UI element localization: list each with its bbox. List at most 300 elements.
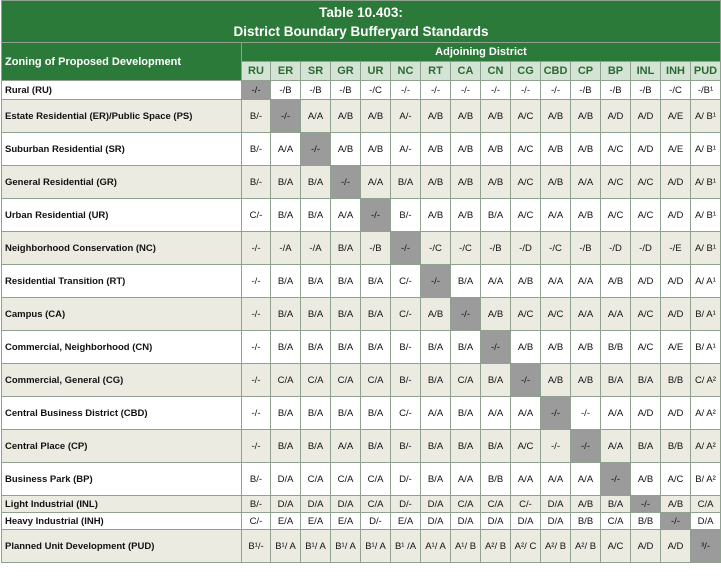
bufferyard-standards-table [1, 0, 721, 563]
bufferyard-cell: -/- [451, 298, 481, 331]
bufferyard-cell: -/- [571, 397, 601, 430]
bufferyard-cell: A/C [511, 100, 541, 133]
table-row [2, 199, 721, 232]
column-header-bp: BP [601, 62, 631, 81]
bufferyard-cell: A/D [631, 100, 661, 133]
bufferyard-cell: C/- [391, 397, 421, 430]
column-header-cg: CG [511, 62, 541, 81]
bufferyard-cell: B/A [301, 397, 331, 430]
bufferyard-cell: A²/ B [571, 530, 601, 563]
bufferyard-cell: A/C [511, 133, 541, 166]
bufferyard-cell: B/A [271, 298, 301, 331]
bufferyard-cell: -/- [242, 232, 271, 265]
bufferyard-cell: A/B [571, 133, 601, 166]
row-label: Commercial, General (CG) [2, 364, 242, 397]
bufferyard-cell: -/B [301, 81, 331, 100]
bufferyard-cell: -/- [242, 397, 271, 430]
bufferyard-cell: -/A [271, 232, 301, 265]
table-row [2, 496, 721, 513]
bufferyard-cell: B/- [242, 133, 271, 166]
row-label: Urban Residential (UR) [2, 199, 242, 232]
bufferyard-cell: A/B [541, 364, 571, 397]
bufferyard-cell: -/- [541, 397, 571, 430]
bufferyard-cell: -/- [391, 81, 421, 100]
bufferyard-cell: D/A [271, 496, 301, 513]
bufferyard-cell: B/A [271, 199, 301, 232]
bufferyard-cell: -/- [242, 265, 271, 298]
bufferyard-cell: E/A [301, 513, 331, 530]
bufferyard-cell: D/- [361, 513, 391, 530]
column-header-er: ER [271, 62, 301, 81]
bufferyard-cell: -/B [571, 232, 601, 265]
row-label: Business Park (BP) [2, 463, 242, 496]
bufferyard-cell: -/- [242, 331, 271, 364]
bufferyard-cell: A/D [601, 100, 631, 133]
table-row [2, 430, 721, 463]
bufferyard-cell: A/B [421, 100, 451, 133]
table-row [2, 463, 721, 496]
bufferyard-cell: A/B [361, 133, 391, 166]
bufferyard-cell: A/C [601, 530, 631, 563]
bufferyard-cell: B/A [451, 331, 481, 364]
bufferyard-cell: A/B [451, 199, 481, 232]
bufferyard-cell: A/B [571, 331, 601, 364]
bufferyard-cell: A/C [511, 166, 541, 199]
row-label: Central Place (CP) [2, 430, 242, 463]
bufferyard-cell: A/B [571, 199, 601, 232]
column-header-rt: RT [421, 62, 451, 81]
bufferyard-cell: -/- [271, 100, 301, 133]
row-label: Estate Residential (ER)/Public Space (PS) [2, 100, 242, 133]
bufferyard-cell: -/B [601, 81, 631, 100]
table-row [2, 397, 721, 430]
bufferyard-cell: A/B [331, 100, 361, 133]
bufferyard-cell: B/- [242, 166, 271, 199]
bufferyard-cell: A/ A¹ [691, 265, 721, 298]
bufferyard-cell: C/A [451, 496, 481, 513]
bufferyard-cell: C/- [511, 496, 541, 513]
bufferyard-cell: C/A [691, 496, 721, 513]
table-row [2, 298, 721, 331]
bufferyard-cell: B/A [331, 298, 361, 331]
bufferyard-cell: A/ A² [691, 430, 721, 463]
row-label: Rural (RU) [2, 81, 242, 100]
bufferyard-cell: C/- [391, 265, 421, 298]
bufferyard-cell: D/A [421, 496, 451, 513]
bufferyard-cell: A/A [601, 430, 631, 463]
bufferyard-cell: B¹ /A [391, 530, 421, 563]
bufferyard-cell: A/ A² [691, 397, 721, 430]
bufferyard-cell: A/B [661, 496, 691, 513]
bufferyard-cell: B¹/ A [361, 530, 391, 563]
bufferyard-cell: A/B [541, 166, 571, 199]
bufferyard-cell: A/B [331, 133, 361, 166]
bufferyard-cell: A/C [661, 463, 691, 496]
bufferyard-cell: -/- [571, 430, 601, 463]
table-row [2, 81, 721, 100]
bufferyard-cell: -/B [481, 232, 511, 265]
bufferyard-cell: A/A [511, 397, 541, 430]
bufferyard-cell: C/A [331, 463, 361, 496]
bufferyard-cell: B/A [391, 166, 421, 199]
bufferyard-cell: -/- [421, 81, 451, 100]
bufferyard-cell: B/A [331, 232, 361, 265]
bufferyard-cell: A/ B¹ [691, 133, 721, 166]
row-label: General Residential (GR) [2, 166, 242, 199]
bufferyard-cell: A/B [481, 133, 511, 166]
bufferyard-cell: -/- [242, 81, 271, 100]
bufferyard-cell: D/A [421, 513, 451, 530]
bufferyard-cell: B/B [481, 463, 511, 496]
bufferyard-cell: -/D [511, 232, 541, 265]
bufferyard-cell: -/B¹ [691, 81, 721, 100]
bufferyard-cell: A¹/ A [421, 530, 451, 563]
bufferyard-cell: E/A [331, 513, 361, 530]
bufferyard-cell: B¹/- [242, 530, 271, 563]
bufferyard-cell: B/A [271, 265, 301, 298]
bufferyard-cell: A/ B¹ [691, 100, 721, 133]
bufferyard-cell: B/A [361, 430, 391, 463]
bufferyard-cell: -/- [511, 364, 541, 397]
bufferyard-cell: B/B [661, 430, 691, 463]
bufferyard-cell: -/C [421, 232, 451, 265]
bufferyard-cell: A/E [661, 100, 691, 133]
bufferyard-cell: B/A [301, 199, 331, 232]
bufferyard-cell: A/D [661, 265, 691, 298]
bufferyard-cell: B/A [601, 364, 631, 397]
bufferyard-cell: A/A [271, 133, 301, 166]
bufferyard-cell: B/A [271, 166, 301, 199]
bufferyard-cell: B/- [242, 496, 271, 513]
bufferyard-cell: A/B [421, 133, 451, 166]
bufferyard-cell: -/- [481, 81, 511, 100]
bufferyard-cell: A/C [631, 166, 661, 199]
bufferyard-cell: A¹/ B [451, 530, 481, 563]
bufferyard-cell: C/- [242, 199, 271, 232]
bufferyard-cell: A/B [421, 199, 451, 232]
bufferyard-cell: B/A [301, 166, 331, 199]
column-header-inh: INH [661, 62, 691, 81]
bufferyard-cell: A/B [481, 298, 511, 331]
table-row [2, 265, 721, 298]
bufferyard-cell: B/A [301, 430, 331, 463]
bufferyard-cell: B/ A¹ [691, 331, 721, 364]
bufferyard-cell: B/A [301, 331, 331, 364]
bufferyard-cell: A²/ B [541, 530, 571, 563]
bufferyard-cell: -/- [511, 81, 541, 100]
table-title-line1: Table 10.403: [319, 4, 403, 20]
bufferyard-cell: B/A [421, 331, 451, 364]
bufferyard-cell: A/ B¹ [691, 232, 721, 265]
column-header-sr: SR [301, 62, 331, 81]
bufferyard-cell: D/A [301, 496, 331, 513]
bufferyard-cell: -/C [661, 81, 691, 100]
row-label: Suburban Residential (SR) [2, 133, 242, 166]
bufferyard-cell: B/- [391, 331, 421, 364]
bufferyard-cell: -/- [541, 81, 571, 100]
bufferyard-cell: A/B [451, 100, 481, 133]
bufferyard-cell: -/D [601, 232, 631, 265]
bufferyard-cell: B/A [361, 331, 391, 364]
bufferyard-cell: A/- [391, 100, 421, 133]
bufferyard-cell: -/- [361, 199, 391, 232]
row-label: Planned Unit Development (PUD) [2, 530, 242, 563]
bufferyard-cell: A/A [601, 298, 631, 331]
bufferyard-cell: A/E [661, 331, 691, 364]
bufferyard-cell: D/A [331, 496, 361, 513]
bufferyard-cell: B/B [571, 513, 601, 530]
bufferyard-cell: -/B [571, 81, 601, 100]
bufferyard-cell: A/C [511, 199, 541, 232]
column-header-ca: CA [451, 62, 481, 81]
bufferyard-cell: A/B [451, 133, 481, 166]
bufferyard-cell: B/A [481, 430, 511, 463]
bufferyard-cell: B/A [271, 397, 301, 430]
bufferyard-cell: -/B [331, 81, 361, 100]
column-header-cp: CP [571, 62, 601, 81]
bufferyard-cell: A/C [631, 199, 661, 232]
bufferyard-cell: B/A [361, 298, 391, 331]
bufferyard-cell: A/D [631, 133, 661, 166]
bufferyard-cell: A/A [361, 166, 391, 199]
bufferyard-cell: A/A [301, 100, 331, 133]
bufferyard-cell: A/A [511, 463, 541, 496]
bufferyard-cell: B/A [361, 265, 391, 298]
bufferyard-cell: C/A [301, 463, 331, 496]
bufferyard-cell: A/E [661, 133, 691, 166]
bufferyard-cell: D/A [451, 513, 481, 530]
bufferyard-cell: A/A [541, 199, 571, 232]
row-label: Heavy Industrial (INH) [2, 513, 242, 530]
bufferyard-cell: A²/ C [511, 530, 541, 563]
bufferyard-cell: -/- [541, 430, 571, 463]
bufferyard-cell: A/B [511, 331, 541, 364]
bufferyard-cell: B/A [451, 265, 481, 298]
bufferyard-cell: A/D [661, 199, 691, 232]
bufferyard-cell: A/B [541, 100, 571, 133]
bufferyard-cell: -/C [361, 81, 391, 100]
bufferyard-cell: B/B [661, 364, 691, 397]
bufferyard-cell: A/A [601, 397, 631, 430]
bufferyard-cell: B/A [631, 364, 661, 397]
table-row [2, 166, 721, 199]
row-label: Central Business District (CBD) [2, 397, 242, 430]
bufferyard-cell: -/- [331, 166, 361, 199]
bufferyard-cell: D/A [481, 513, 511, 530]
bufferyard-cell: B/A [301, 298, 331, 331]
bufferyard-cell: A/B [571, 100, 601, 133]
bufferyard-cell: A/B [481, 100, 511, 133]
bufferyard-cell: A/C [511, 298, 541, 331]
bufferyard-cell: -/A [301, 232, 331, 265]
bufferyard-cell: A/C [631, 331, 661, 364]
column-header-inl: INL [631, 62, 661, 81]
bufferyard-cell: -/- [661, 513, 691, 530]
bufferyard-cell: -/E [661, 232, 691, 265]
table-row [2, 100, 721, 133]
zoning-column-header: Zoning of Proposed Development [2, 43, 242, 81]
bufferyard-cell: -/- [242, 298, 271, 331]
bufferyard-cell: A/D [661, 530, 691, 563]
bufferyard-cell: A/A [571, 265, 601, 298]
bufferyard-cell: A/B [541, 331, 571, 364]
table-row [2, 331, 721, 364]
bufferyard-cell: C/A [361, 496, 391, 513]
bufferyard-cell: D/- [391, 463, 421, 496]
bufferyard-cell: A/A [571, 463, 601, 496]
bufferyard-cell: A/D [631, 530, 661, 563]
bufferyard-cell: A/B [451, 166, 481, 199]
table-title [2, 1, 721, 43]
bufferyard-cell: -/B [361, 232, 391, 265]
bufferyard-cell: A/B [421, 298, 451, 331]
bufferyard-cell: A/A [451, 463, 481, 496]
bufferyard-cell: B/A [451, 397, 481, 430]
bufferyard-cell: A/A [481, 397, 511, 430]
table-title-line2: District Boundary Bufferyard Standards [233, 23, 489, 39]
bufferyard-cell: B/A [271, 430, 301, 463]
bufferyard-cell: E/A [271, 513, 301, 530]
bufferyard-cell: C/- [391, 298, 421, 331]
bufferyard-cell: -/C [451, 232, 481, 265]
bufferyard-cell: B¹/ A [301, 530, 331, 563]
bufferyard-cell: C/A [301, 364, 331, 397]
bufferyard-cell: B/- [242, 100, 271, 133]
bufferyard-cell: B/A [331, 331, 361, 364]
bufferyard-cell: A/B [361, 100, 391, 133]
bufferyard-cell: A/C [601, 199, 631, 232]
bufferyard-cell: -/- [631, 496, 661, 513]
bufferyard-cell: D/A [541, 513, 571, 530]
bufferyard-cell: ³/- [691, 530, 721, 563]
bufferyard-cell: A/C [601, 166, 631, 199]
bufferyard-cell: D/A [691, 513, 721, 530]
bufferyard-cell: A²/ B [481, 530, 511, 563]
bufferyard-cell: A/B [601, 265, 631, 298]
bufferyard-cell: A/D [661, 298, 691, 331]
bufferyard-cell: C/ A² [691, 364, 721, 397]
bufferyard-cell: B/- [391, 364, 421, 397]
bufferyard-cell: B/A [271, 331, 301, 364]
bufferyard-cell: A/B [541, 133, 571, 166]
bufferyard-cell: A/ B¹ [691, 166, 721, 199]
bufferyard-cell: B/- [391, 430, 421, 463]
bufferyard-cell: A/D [661, 397, 691, 430]
bufferyard-cell: -/- [242, 430, 271, 463]
bufferyard-cell: A/C [601, 133, 631, 166]
bufferyard-cell: -/- [391, 232, 421, 265]
row-label: Light Industrial (INL) [2, 496, 242, 513]
table-row [2, 133, 721, 166]
bufferyard-cell: C/A [361, 364, 391, 397]
table-row [2, 513, 721, 530]
bufferyard-cell: A/B [421, 166, 451, 199]
bufferyard-cell: A/A [481, 265, 511, 298]
bufferyard-cell: D/A [271, 463, 301, 496]
bufferyard-cell: A/B [631, 463, 661, 496]
bufferyard-cell: B/A [481, 199, 511, 232]
bufferyard-cell: -/- [601, 463, 631, 496]
row-label: Campus (CA) [2, 298, 242, 331]
bufferyard-cell: -/- [481, 331, 511, 364]
bufferyard-cell: D/A [541, 496, 571, 513]
bufferyard-cell: A/A [541, 463, 571, 496]
bufferyard-cell: B/A [421, 463, 451, 496]
bufferyard-cell: D/- [391, 496, 421, 513]
column-header-ru: RU [242, 62, 271, 81]
bufferyard-cell: C/A [601, 513, 631, 530]
bufferyard-cell: A/B [511, 265, 541, 298]
bufferyard-cell: A/A [541, 265, 571, 298]
bufferyard-cell: A/ B¹ [691, 199, 721, 232]
bufferyard-cell: A/A [421, 397, 451, 430]
bufferyard-cell: B/A [631, 430, 661, 463]
table-row [2, 364, 721, 397]
bufferyard-cell: -/B [271, 81, 301, 100]
bufferyard-cell: A/D [631, 397, 661, 430]
column-header-cn: CN [481, 62, 511, 81]
column-header-ur: UR [361, 62, 391, 81]
bufferyard-cell: -/- [451, 81, 481, 100]
row-label: Residential Transition (RT) [2, 265, 242, 298]
bufferyard-cell: B/A [301, 265, 331, 298]
table-body [2, 81, 721, 563]
table-row [2, 530, 721, 563]
bufferyard-cell: C/A [331, 364, 361, 397]
bufferyard-cell: -/C [541, 232, 571, 265]
bufferyard-cell: B/ A² [691, 463, 721, 496]
bufferyard-cell: A/A [571, 166, 601, 199]
bufferyard-cell: B/A [331, 397, 361, 430]
bufferyard-cell: A/B [571, 364, 601, 397]
bufferyard-cell: B/A [361, 397, 391, 430]
bufferyard-cell: B¹/ A [271, 530, 301, 563]
bufferyard-cell: B/ A¹ [691, 298, 721, 331]
bufferyard-cell: A/A [571, 298, 601, 331]
bufferyard-cell: B/B [601, 331, 631, 364]
bufferyard-cell: B/- [391, 199, 421, 232]
bufferyard-cell: B/- [242, 463, 271, 496]
bufferyard-cell: C/- [242, 513, 271, 530]
bufferyard-cell: -/- [421, 265, 451, 298]
column-header-pud: PUD [691, 62, 721, 81]
bufferyard-cell: -/- [301, 133, 331, 166]
bufferyard-cell: D/A [511, 513, 541, 530]
bufferyard-cell: A/B [571, 496, 601, 513]
bufferyard-cell: B/B [631, 513, 661, 530]
bufferyard-cell: B/A [331, 265, 361, 298]
bufferyard-cell: C/A [361, 463, 391, 496]
bufferyard-cell: C/A [481, 496, 511, 513]
bufferyard-cell: -/B [631, 81, 661, 100]
table-row [2, 232, 721, 265]
bufferyard-cell: A/- [391, 133, 421, 166]
bufferyard-cell: A/C [631, 298, 661, 331]
bufferyard-cell: B¹/ A [331, 530, 361, 563]
column-header-nc: NC [391, 62, 421, 81]
bufferyard-cell: A/A [331, 430, 361, 463]
column-header-cbd: CBD [541, 62, 571, 81]
column-header-gr: GR [331, 62, 361, 81]
bufferyard-cell: B/A [451, 430, 481, 463]
row-label: Commercial, Neighborhood (CN) [2, 331, 242, 364]
bufferyard-cell: B/A [421, 364, 451, 397]
bufferyard-cell: B/A [421, 430, 451, 463]
bufferyard-cell: E/A [391, 513, 421, 530]
bufferyard-cell: -/D [631, 232, 661, 265]
bufferyard-cell: A/C [541, 298, 571, 331]
bufferyard-cell: C/A [451, 364, 481, 397]
